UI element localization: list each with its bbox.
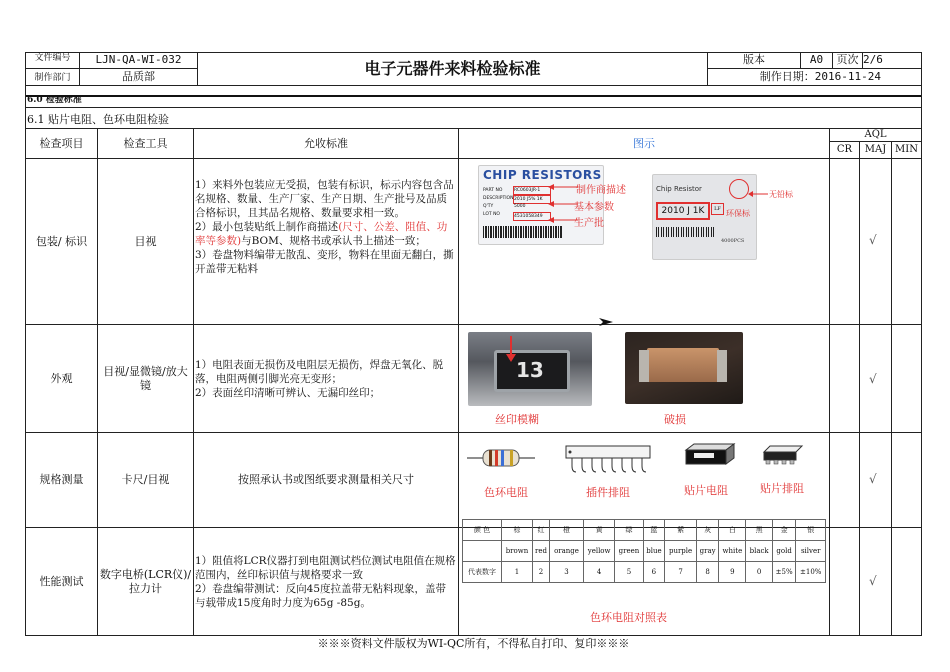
standard-line: 2）卷盘编带测试：反向45度拉盖带无粘料现象，盖带与载带成15度角时力度为65g -85g。 (195, 583, 447, 609)
digit-cell: 0 (746, 562, 772, 583)
color-cell: 黄 (584, 520, 615, 541)
smd-resistor-array-icon (758, 440, 806, 470)
col-header-min: MIN (895, 144, 918, 155)
annotation-maker-desc: 制作商描述 (576, 185, 626, 196)
digit-cell: 6 (643, 562, 665, 583)
reel-label-code: 2010 J 1K (656, 202, 710, 220)
standard-line: 1）阻值将LCR仪器打到电阻测试档位测试电阻值在规格范围内，丝印标识值与规格要求一致 (195, 555, 456, 581)
digit-cell: ±5% (772, 562, 796, 583)
row-tool: 目视/显微镜/放大镜 (103, 364, 188, 392)
digit-cell: 3 (550, 562, 584, 583)
barcode (656, 227, 716, 237)
col-header-item: 检查项目 (39, 136, 84, 150)
maj-check: √ (869, 574, 877, 588)
color-cell: 红 (532, 520, 549, 541)
color-cell: brown (502, 541, 533, 562)
chip-marking: 13 (516, 358, 544, 382)
maj-check: √ (869, 233, 877, 247)
row-tool: 目视 (134, 234, 157, 248)
label-field: DESCRIPTION (483, 196, 514, 201)
row-item: 规格测量 (39, 473, 84, 486)
date-label: 制作日期： (759, 69, 815, 83)
color-cell: 蓝 (643, 520, 665, 541)
label-value-box: RC0603JR-1 (513, 186, 551, 195)
color-cell: gold (772, 541, 796, 562)
row-standard: 按照承认书或图纸要求测量相关尺寸 (238, 473, 414, 486)
col-header-figure: 图示 (633, 136, 655, 150)
color-cell: 白 (719, 520, 746, 541)
color-cn-row (463, 520, 826, 541)
label-value-box: 4531058349 (513, 212, 551, 221)
color-cell: green (615, 541, 643, 562)
chip-terminal (639, 350, 649, 382)
digit-cell: 7 (665, 562, 697, 583)
color-cell: silver (796, 541, 826, 562)
row-standard (195, 178, 456, 276)
caption-blurry-print: 丝印模糊 (495, 413, 539, 426)
damaged-chip-photo (625, 332, 743, 404)
label-value-box: 2010 J5% 1K (513, 195, 551, 204)
color-cell: red (532, 541, 549, 562)
row-item: 包装/ 标识 (35, 234, 88, 248)
color-row-label: 颜 色 (463, 520, 502, 541)
version-label: 版本 (743, 53, 765, 66)
color-cell: 棕 (502, 520, 533, 541)
digit-cell: ±10% (796, 562, 826, 583)
annotation-arrow (748, 190, 768, 198)
color-cell: 金 (772, 520, 796, 541)
section-heading: 6.0 检验标准 (27, 96, 82, 105)
col-header-standard: 允收标准 (304, 136, 348, 150)
label-field: Q'TY (483, 204, 494, 209)
footer-copyright: ※※※资料文件版权为WI-QC所有，不得私自打印、复印※※※ (317, 637, 630, 650)
pointer-icon (599, 316, 613, 328)
row-tool: 卡尺/目视 (121, 473, 170, 486)
digit-row-label: 代表数字 (463, 562, 502, 583)
row-standard (195, 554, 456, 610)
row-item: 性能测试 (39, 574, 84, 588)
color-cell: 黑 (746, 520, 772, 541)
color-cell: black (746, 541, 772, 562)
maj-check: √ (869, 472, 877, 486)
section-subheading: 6.1 贴片电阻、色环电阻检验 (27, 113, 169, 126)
digit-cell: 2 (532, 562, 549, 583)
standard-line: 2）表面丝印清晰可辨认、无漏印丝印； (195, 387, 381, 399)
col-header-tool: 检查工具 (123, 136, 168, 150)
color-ring-resistor-icon (465, 442, 537, 472)
date-line (708, 68, 921, 85)
label-field: LOT NO (483, 212, 500, 217)
annotation-lot: 生产批 (574, 218, 604, 229)
date-value: 2016-11-24 (814, 69, 881, 83)
doc-no-value: LJN-QA-WI-032 (95, 53, 182, 66)
dept-value: 品质部 (122, 69, 155, 83)
row-tool: 数字电桥(LCR仪)/拉力计 (99, 567, 192, 595)
color-cell: 绿 (615, 520, 643, 541)
label-value: 5000 (514, 204, 526, 209)
color-row-label (463, 541, 502, 562)
standard-line: 1）电阻表面无损伤及电阻层无损伤，焊盘无氧化、脱落，电阻两侧引脚光亮无变形； (195, 359, 444, 385)
smd-resistor-icon (680, 440, 736, 470)
page-label: 页次 (836, 53, 859, 66)
row-item: 外观 (50, 371, 73, 385)
page-title: 电子元器件来料检验标准 (364, 58, 541, 78)
color-cell: orange (550, 541, 584, 562)
color-cell: yellow (584, 541, 615, 562)
caption-color-ring-resistor: 色环电阻 (484, 486, 528, 499)
reel-label-lf: LF (711, 203, 724, 215)
col-header-aql: AQL (864, 129, 887, 140)
page-value: 2/6 (863, 53, 883, 66)
chip-terminal (717, 350, 727, 382)
color-cell: 银 (796, 520, 826, 541)
doc-no-label: 文件编号 (34, 53, 71, 63)
standard-text: 与BOM、规格书或承认书上描述一致； (241, 235, 426, 247)
lead-free-mark (729, 179, 749, 199)
sip-resistor-network-icon (562, 440, 654, 480)
color-cell: purple (665, 541, 697, 562)
annotation-no-lead: 无铅标 (769, 190, 793, 199)
caption-damaged: 破损 (664, 413, 686, 426)
color-cell: 橙 (550, 520, 584, 541)
color-cell: blue (643, 541, 665, 562)
reel-label-brand: Chip Resistor (656, 185, 702, 193)
standard-line (195, 220, 456, 248)
standard-text: 2）最小包装贴纸上制作商描述 (195, 221, 339, 233)
reel-label-qty: 4000PCS (721, 238, 745, 244)
caption-smd-resistor: 贴片电阻 (684, 484, 728, 497)
color-cell: gray (696, 541, 718, 562)
col-header-maj: MAJ (864, 144, 887, 155)
row-standard (195, 358, 456, 400)
digit-cell: 4 (584, 562, 615, 583)
color-code-table (462, 519, 826, 583)
color-cell: 紫 (665, 520, 697, 541)
digit-cell: 1 (502, 562, 533, 583)
maj-check: √ (869, 372, 877, 386)
col-header-cr: CR (836, 144, 853, 155)
digit-cell: 9 (719, 562, 746, 583)
standard-highlight: (尺寸、公差、阻值、功率等参数) (195, 221, 448, 247)
dept-label: 制作部门 (34, 73, 71, 83)
label-title: CHIP RESISTORS (483, 168, 602, 182)
color-cell: white (719, 541, 746, 562)
arrow-down-icon (506, 336, 516, 362)
caption-sip-network: 插件排阻 (586, 486, 630, 499)
caption-smd-array: 贴片排阻 (760, 482, 804, 495)
blurry-print-photo (468, 332, 592, 406)
digit-cell: 8 (696, 562, 718, 583)
color-en-row (463, 541, 826, 562)
annotation-basic-params: 基本参数 (574, 202, 614, 213)
annotation-eco: 环保标 (726, 209, 750, 218)
label-field: PART NO (483, 188, 503, 193)
version-value: A0 (809, 53, 824, 66)
color-cell: 灰 (696, 520, 718, 541)
chip-body (647, 348, 719, 382)
standard-line: 1）来料外包装应无受损，包装有标识，标示内容包含品名规格、数量、生产厂家、生产日期、生产批号及品质合格标识，且其品名规格、数量要求相一致。 (195, 179, 454, 219)
digit-row (463, 562, 826, 583)
caption-color-code-table: 色环电阻对照表 (590, 611, 667, 624)
standard-line: 3）卷盘物料编带无散乱、变形，物料在里面无翻白，撕开盖带无粘料 (195, 249, 454, 275)
digit-cell: 5 (615, 562, 643, 583)
